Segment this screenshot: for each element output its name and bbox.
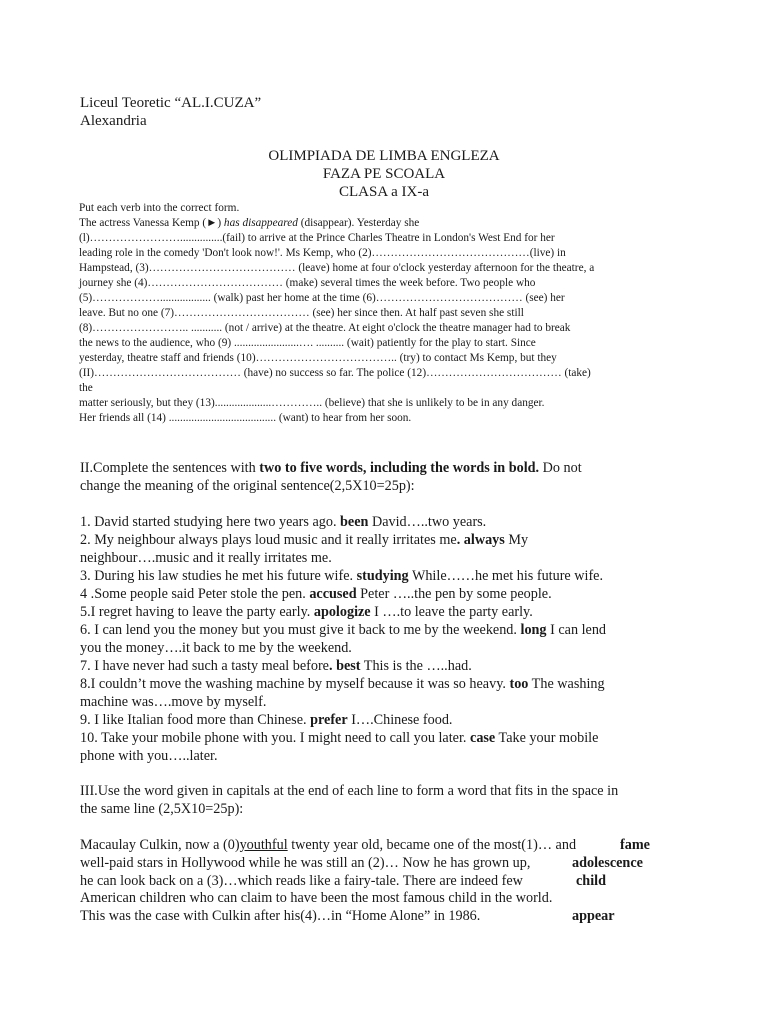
exercise1-line: Hampstead, (3)………………………………… (leave) home at four o'clock yesterday afternoon for the theatre, a — [79, 262, 595, 274]
exercise3-text-line: he can look back on a (3)…which reads like a fairy-tale. There are indeed few — [80, 873, 523, 889]
exercise1-line: (8)…………………….. ........... (not / arrive) at the theatre. At eight o'clock the theatre manager had to break — [79, 322, 571, 334]
exercise2-item: 2. My neighbour always plays loud music and it really irritates me. always My — [80, 532, 529, 548]
stage-title: FAZA PE SCOALA — [322, 166, 446, 182]
exercise3-text-line: Macaulay Culkin, now a (0)youthful twenty year old, became one of the most(1)… and — [80, 837, 577, 853]
exercise1-line: (II)………………………………… (have) no success so far. The police (12)……………………………… (take) — [79, 367, 591, 379]
exercise3-text-line: This was the case with Culkin after his(4)…in “Home Alone” in 1986. — [80, 908, 481, 924]
exercise1-line: Her friends all (14) ...................................... (want) to hear from her soon. — [79, 412, 412, 424]
exercise2-item: machine was….move by myself. — [80, 694, 267, 710]
exercise3-instruction-cont: the same line (2,5X10=25p): — [80, 801, 244, 817]
exercise1-line: leading role in the comedy 'Don't look now!'. Ms Kemp, who (2)……………………………………(live) in — [79, 247, 566, 259]
school-name: Liceul Teoretic “AL.I.CUZA” — [80, 95, 262, 111]
exercise1-line: matter seriously, but they (13)....................………….. (believe) that she is unlikely to be in any danger. — [79, 397, 545, 409]
exercise1-line: leave. But no one (7)……………………………… (see) her since then. At half past seven she still — [79, 307, 524, 319]
exercise2-item: 7. I have never had such a tasty meal before. best This is the …..had. — [80, 658, 472, 674]
exercise2-item: you the money….it back to me by the weekend. — [80, 640, 352, 656]
exercise1-line: yesterday, theatre staff and friends (10)……………………………….. (try) to contact Ms Kemp, but they — [79, 352, 557, 364]
exercise2-item: 3. During his law studies he met his future wife. studying While……he met his future wife. — [80, 568, 604, 584]
exercise1-line: the news to the audience, who (9) .......................…. .......... (wait) patiently for the play to start. Since — [79, 337, 536, 349]
exercise3-word-appear: appear — [572, 908, 615, 924]
exercise2-item: 1. David started studying here two years ago. been David…..two years. — [80, 514, 487, 530]
exercise2-instruction-cont: change the meaning of the original sentence(2,5X10=25p): — [80, 478, 415, 494]
exercise1-line: the — [79, 382, 93, 394]
exercise1-line: (l)……………………...............(fail) to arrive at the Prince Charles Theatre in London's West End for her — [79, 232, 555, 244]
exercise3-instruction: III.Use the word given in capitals at the end of each line to form a word that fits in the space in — [80, 783, 619, 799]
exercise2-item: neighbour….music and it really irritates me. — [80, 550, 332, 566]
exercise1-line: (5)……………….................. (walk) past her home at the time (6)………………………………… (see) her — [79, 292, 565, 304]
exercise2-item: 6. I can lend you the money but you must give it back to me by the weekend. long I can lend — [80, 622, 607, 638]
exercise1-instruction: Put each verb into the correct form. — [79, 202, 240, 214]
exercise2-item: 5.I regret having to leave the party early. apologize I ….to leave the party early. — [80, 604, 533, 620]
exercise2-item: 8.I couldn’t move the washing machine by myself because it was so heavy. too The washing — [80, 676, 605, 692]
class-title: CLASA a IX-a — [339, 184, 429, 200]
exercise2-item: 10. Take your mobile phone with you. I might need to call you later. case Take your mobile — [80, 730, 599, 746]
exercise2-item: 4 .Some people said Peter stole the pen. accused Peter …..the pen by some people. — [80, 586, 552, 602]
exercise3-text-line: well-paid stars in Hollywood while he was still an (2)… Now he has grown up, — [80, 855, 531, 871]
olympiad-title: OLIMPIADA DE LIMBA ENGLEZA — [268, 148, 500, 164]
exercise2-instruction: II.Complete the sentences with two to five words, including the words in bold. Do not — [80, 460, 582, 476]
exercise3-word-child: child — [576, 873, 606, 889]
exercise1-line: journey she (4)……………………………… (make) several times the week before. Two people who — [79, 277, 536, 289]
exercise3-text-line: American children who can claim to have been the most famous child in the world. — [80, 890, 553, 906]
exercise3-word-fame: fame — [620, 837, 650, 853]
school-town: Alexandria — [80, 113, 147, 129]
exercise2-item: phone with you…..later. — [80, 748, 218, 764]
exercise3-word-adolescence: adolescence — [572, 855, 643, 871]
exercise2-item: 9. I like Italian food more than Chinese. prefer I….Chinese food. — [80, 712, 453, 728]
exercise1-example: The actress Vanessa Kemp (►) has disappeared (disappear). Yesterday she — [79, 217, 420, 229]
